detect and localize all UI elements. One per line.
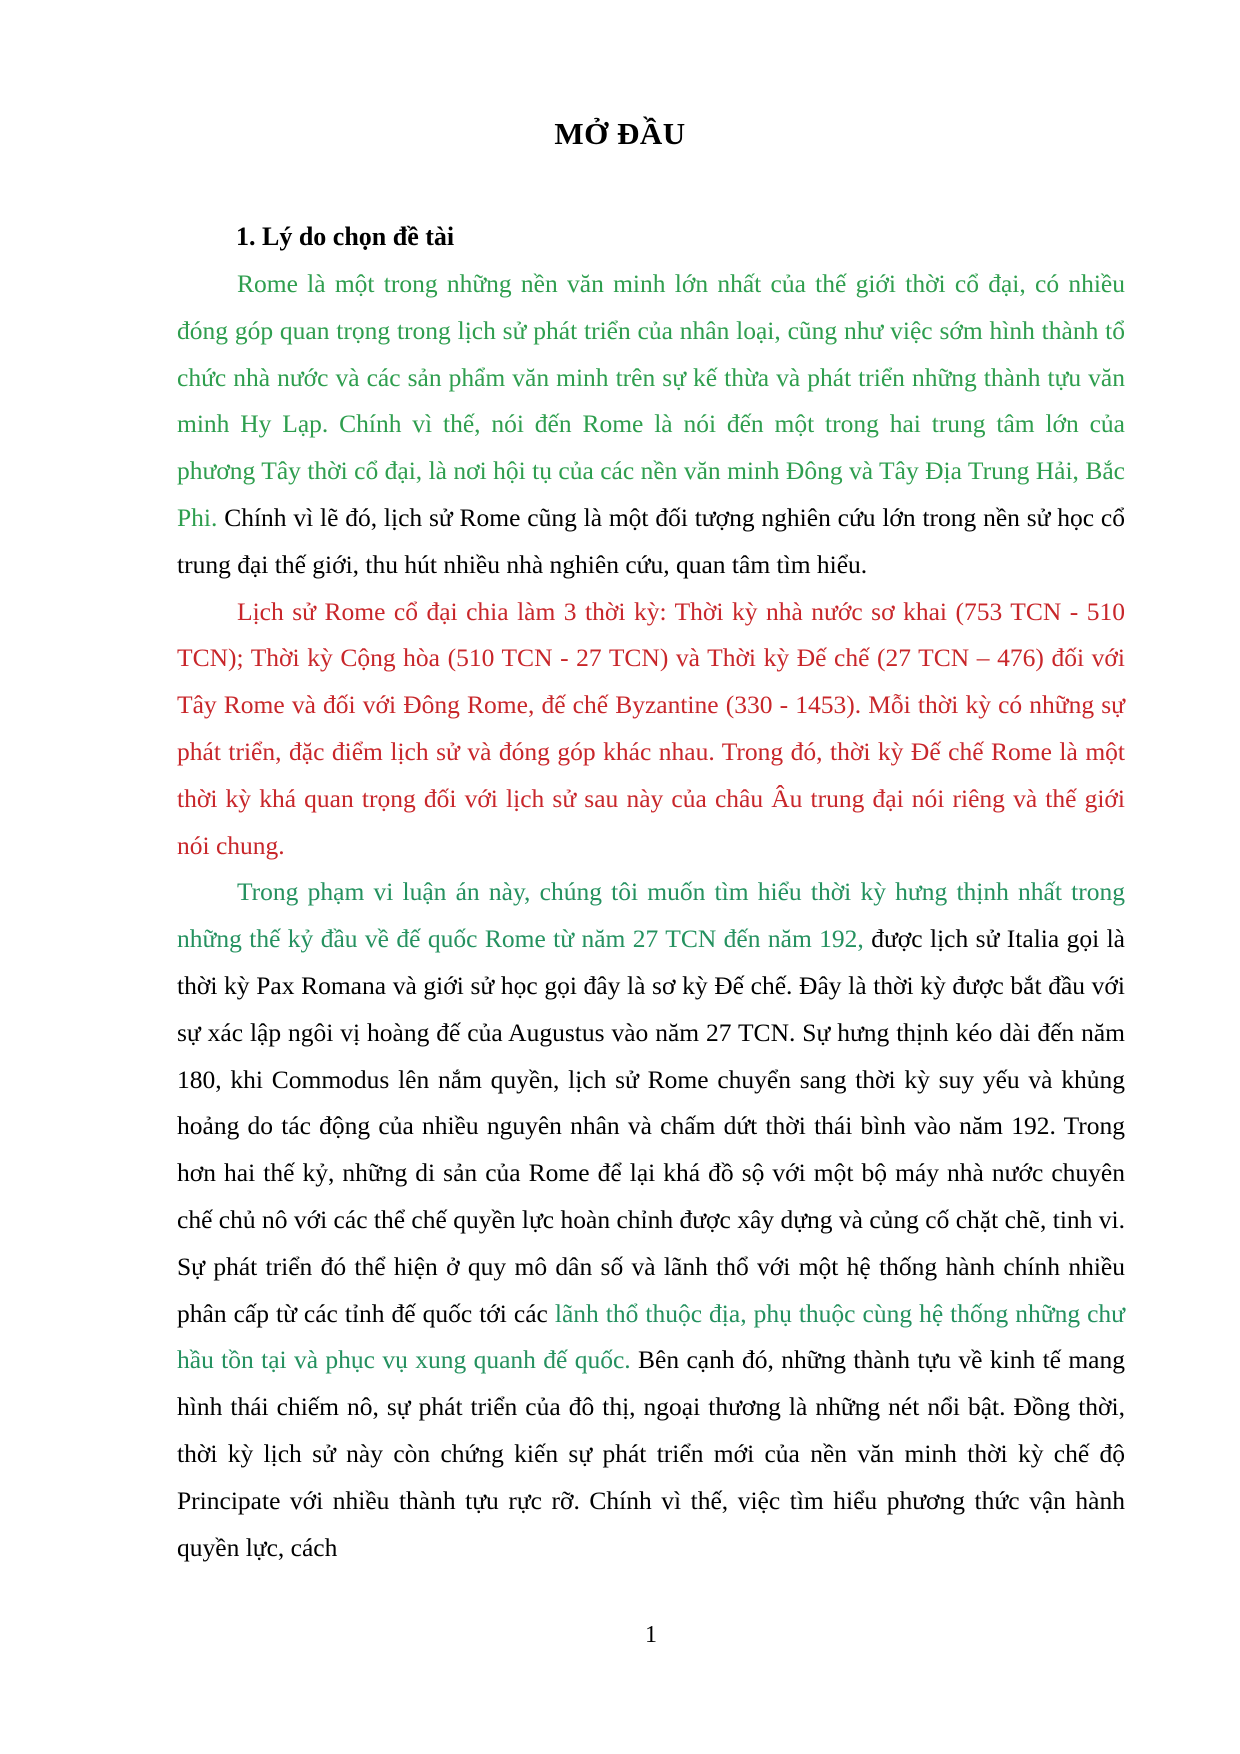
paragraph-3-text-b: Bên cạnh đó, những thành tựu về kinh tế mang hình thái chiếm nô, sự phát triển của đô thị, ngoại thương là những nét nổi bật. Đồng thời, thời kỳ lịch sử này còn chứng kiến sự phát triển mới của nền văn minh thời kỳ chế độ Principate với nhiều thành tựu rực rỡ. Chính vì thế, việc tìm hiểu phương thức vận hành quyền lực, cách bbox=[177, 1345, 1125, 1562]
paragraph-3-highlight-b: lãnh thổ thuộc địa, phụ thuộc cùng hệ thống những chư hầu tồn tại và phục vụ xung quanh đế quốc. bbox=[177, 1298, 1125, 1375]
section-heading: 1. Lý do chọn đề tài bbox=[236, 222, 455, 251]
paragraph-2 bbox=[177, 589, 1125, 870]
paragraph-1 bbox=[177, 261, 1125, 589]
paragraph-3-text-a: được lịch sử Italia gọi là thời kỳ Pax Romana và giới sử học gọi đây là sơ kỳ Đế chế. Đây là thời kỳ được bắt đầu với sự xác lập ngôi vị hoàng đế của Augustus vào năm 27 TCN. Sự hưng thịnh kéo dài đến năm 180, khi Commodus lên nắm quyền, lịch sử Rome chuyển sang thời kỳ suy yếu và khủng hoảng do tác động của nhiều nguyên nhân và chấm dứt thời thái bình vào năm 192. Trong hơn hai thế kỷ, những di sản của Rome để lại khá đồ sộ với một bộ máy nhà nước chuyên chế chủ nô với các thể chế quyền lực hoàn chỉnh được xây dựng và củng cố chặt chẽ, tinh vi. Sự phát triển đó thể hiện ở quy mô dân số và lãnh thổ với một hệ thống hành chính nhiều phân cấp từ các tỉnh đế quốc tới các bbox=[177, 924, 1125, 1328]
paragraph-3 bbox=[177, 869, 1125, 1571]
page-number: 1 bbox=[645, 1622, 657, 1648]
paragraph-1-highlight: Rome là một trong những nền văn minh lớn nhất của thế giới thời cổ đại, có nhiều đóng góp quan trọng trong lịch sử phát triển của nhân loại, cũng như việc sớm hình thành tổ chức nhà nước và các sản phẩm văn minh trên sự kế thừa và phát triển những thành tựu văn minh Hy Lạp. Chính vì thế, nói đến Rome là nói đến một trong hai trung tâm lớn của phương Tây thời cổ đại, là nơi hội tụ của các nền văn minh Đông và Tây Địa Trung Hải, Bắc Phi. bbox=[177, 269, 1125, 532]
paragraph-2-highlight: Lịch sử Rome cổ đại chia làm 3 thời kỳ: Thời kỳ nhà nước sơ khai (753 TCN - 510 TCN); Thời kỳ Cộng hòa (510 TCN - 27 TCN) và Thời kỳ Đế chế (27 TCN – 476) đối với Tây Rome và đối với Đông Rome, đế chế Byzantine (330 - 1453). Mỗi thời kỳ có những sự phát triển, đặc điểm lịch sử và đóng góp khác nhau. Trong đó, thời kỳ Đế chế Rome là một thời kỳ khá quan trọng đối với lịch sử sau này của châu Âu trung đại nói riêng và thế giới nói chung. bbox=[177, 596, 1125, 860]
body-text bbox=[177, 261, 1125, 1571]
paragraph-1-text: Chính vì lẽ đó, lịch sử Rome cũng là một đối tượng nghiên cứu lớn trong nền sử học cổ trung đại thế giới, thu hút nhiều nhà nghiên cứu, quan tâm tìm hiểu. bbox=[177, 502, 1125, 579]
page-title: MỞ ĐẦU bbox=[554, 116, 686, 151]
paragraph-3-highlight-a: Trong phạm vi luận án này, chúng tôi muốn tìm hiểu thời kỳ hưng thịnh nhất trong những thế kỷ đầu về đế quốc Rome từ năm 27 TCN đến năm 192, bbox=[177, 877, 1125, 954]
